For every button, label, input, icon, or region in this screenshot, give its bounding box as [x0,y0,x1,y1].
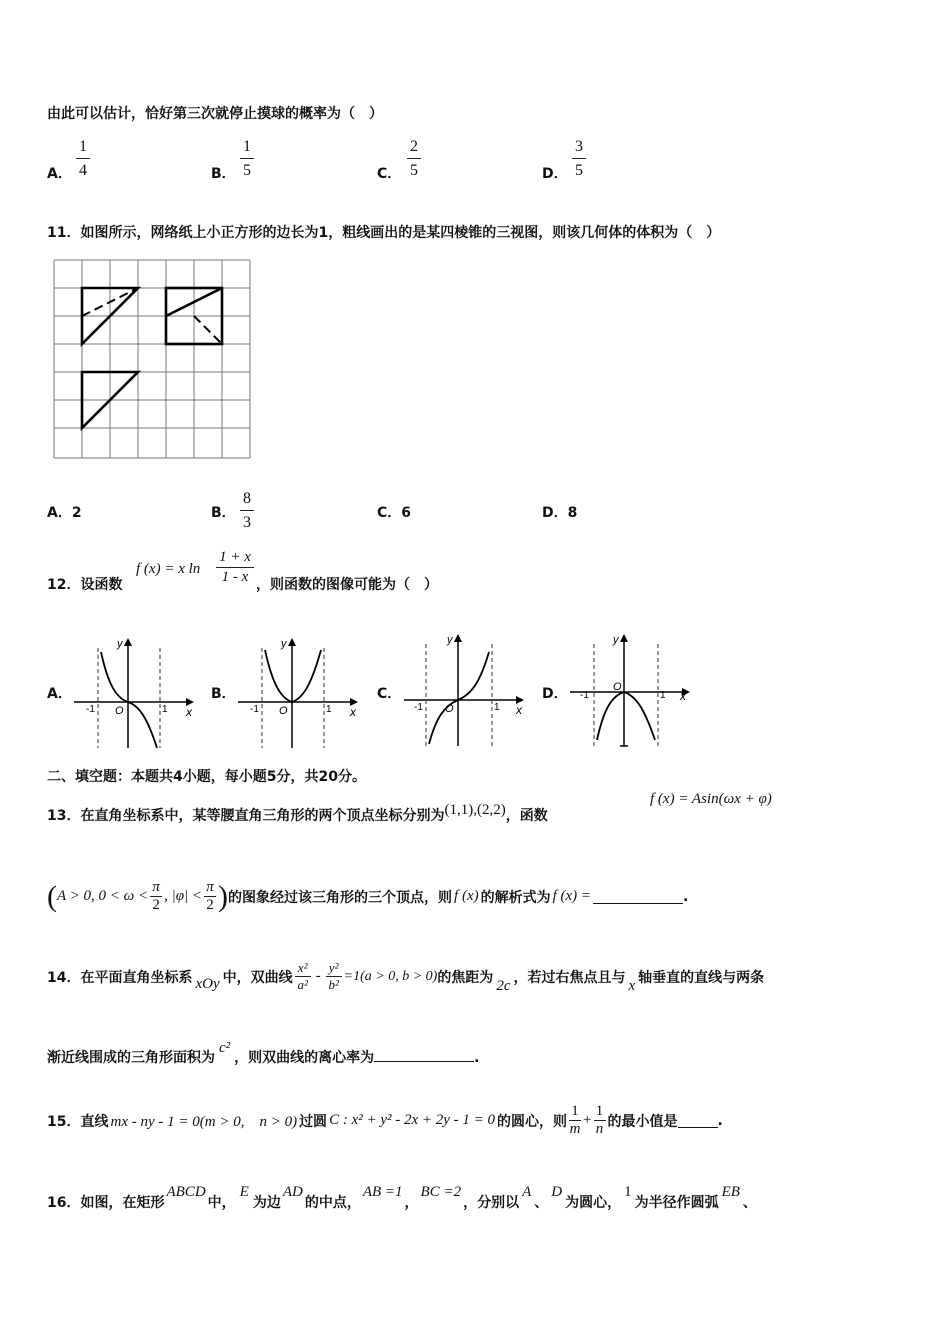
graph-a [70,632,198,754]
graph-b-tick-neg: -1 [250,704,259,715]
q11-option-d: D．8 [542,505,578,521]
graph-b-tick-pos: 1 [326,704,332,715]
q10-stem: 由此可以估计，恰好第三次就停止摸球的概率为（ ） [47,106,383,122]
three-view-diagram [52,258,258,464]
q15-answer-blank[interactable] [678,1113,718,1128]
graph-d-y-label: y [613,634,619,646]
q13-line1: 13．在直角坐标系中，某等腰直角三角形的两个顶点坐标分别为(1,1),(2,2)，函数 [47,802,548,824]
graph-d-x-label: x [680,689,686,703]
q11-stem: 11．如图所示，网络纸上小正方形的边长为1，粗线画出的是某四棱锥的三视图，则该几何体的体积为（ ） [47,225,721,241]
q11-option-b-label: B． [211,505,236,521]
q12-tail: ，则函数的图像可能为（ ） [256,577,438,593]
q12-option-c-label: C． [377,686,402,702]
q10-option-d-value: 3 5 [572,137,586,180]
graph-b [234,632,362,754]
graph-c-tick-neg: -1 [414,702,423,713]
q12-option-b-label: B． [211,686,236,702]
q13-answer-blank[interactable] [593,889,683,904]
q10-option-a-label: A． [47,166,72,182]
graph-a-tick-neg: -1 [86,704,95,715]
graph-c [400,628,528,750]
q13-line2: ( A > 0, 0 < ω < π 2 , |φ| < π 2 ) 的图象经过该三角形的三个顶点，则 f (x) 的解析式为 f (x) = . [47,879,689,913]
graph-c-origin: O [445,703,454,715]
graph-b-y-label: y [281,638,287,650]
q10-option-c-label: C． [377,166,402,182]
graph-a-x-label: x [186,705,192,719]
graph-c-x-label: x [516,703,522,717]
q12-func-frac: 1 + x 1 - x [216,549,254,586]
graph-d-origin: O [613,681,622,693]
q10-option-c-value: 2 5 [407,137,421,180]
q10-option-b-label: B． [211,166,236,182]
q10-option-d-label: D． [542,166,568,182]
q11-option-a: A．2 [47,505,82,521]
q14-line2: 渐近线围成的三角形面积为c²，则双曲线的离心率为 . [47,1040,480,1066]
q16-line: 16．如图，在矩形 ABCD 中， E 为边 AD 的中点， AB =1 ， BC =2 ，分别以 A 、 D 为圆心， 1 为半径作圆弧 EB 、 [47,1184,757,1211]
graph-d [566,628,694,750]
q15-line: 15．直线 mx - ny - 1 = 0(m > 0, n > 0) 过圆 C : x² + y² - 2x + 2y - 1 = 0 的圆心，则 1 m + 1 n 的最小值是 . [47,1103,723,1137]
graph-b-x-label: x [350,705,356,719]
q13-function: f (x) = Asin(ωx + φ) [650,791,772,807]
q11-option-c: C．6 [377,505,412,521]
graph-d-tick-neg: -1 [580,690,589,701]
graph-d-tick-pos: 1 [660,690,666,701]
graph-c-tick-pos: 1 [494,702,500,713]
graph-a-y-label: y [117,638,123,650]
graph-b-origin: O [279,705,288,717]
q12-option-d-label: D． [542,686,568,702]
graph-a-tick-pos: 1 [162,704,168,715]
q12-func-left: f (x) = x ln [136,561,201,577]
q12-option-a-label: A． [47,686,72,702]
q14-line1: 14．在平面直角坐标系 xOy 中，双曲线 x² a² - y² b² =1(a > 0, b > 0) 的焦距为 2c ，若过右焦点且与 x 轴垂直的直线与两条 [47,960,765,994]
q11-option-b-value: 8 3 [240,489,254,532]
q10-option-b-value: 1 5 [240,137,254,180]
graph-a-origin: O [115,705,124,717]
q14-answer-blank[interactable] [374,1047,474,1062]
q12-number: 12．设函数 [47,577,123,593]
section-2-title: 二、填空题：本题共4小题，每小题5分，共20分。 [47,769,366,785]
q10-option-a-value: 1 4 [76,137,90,180]
graph-c-y-label: y [447,634,453,646]
